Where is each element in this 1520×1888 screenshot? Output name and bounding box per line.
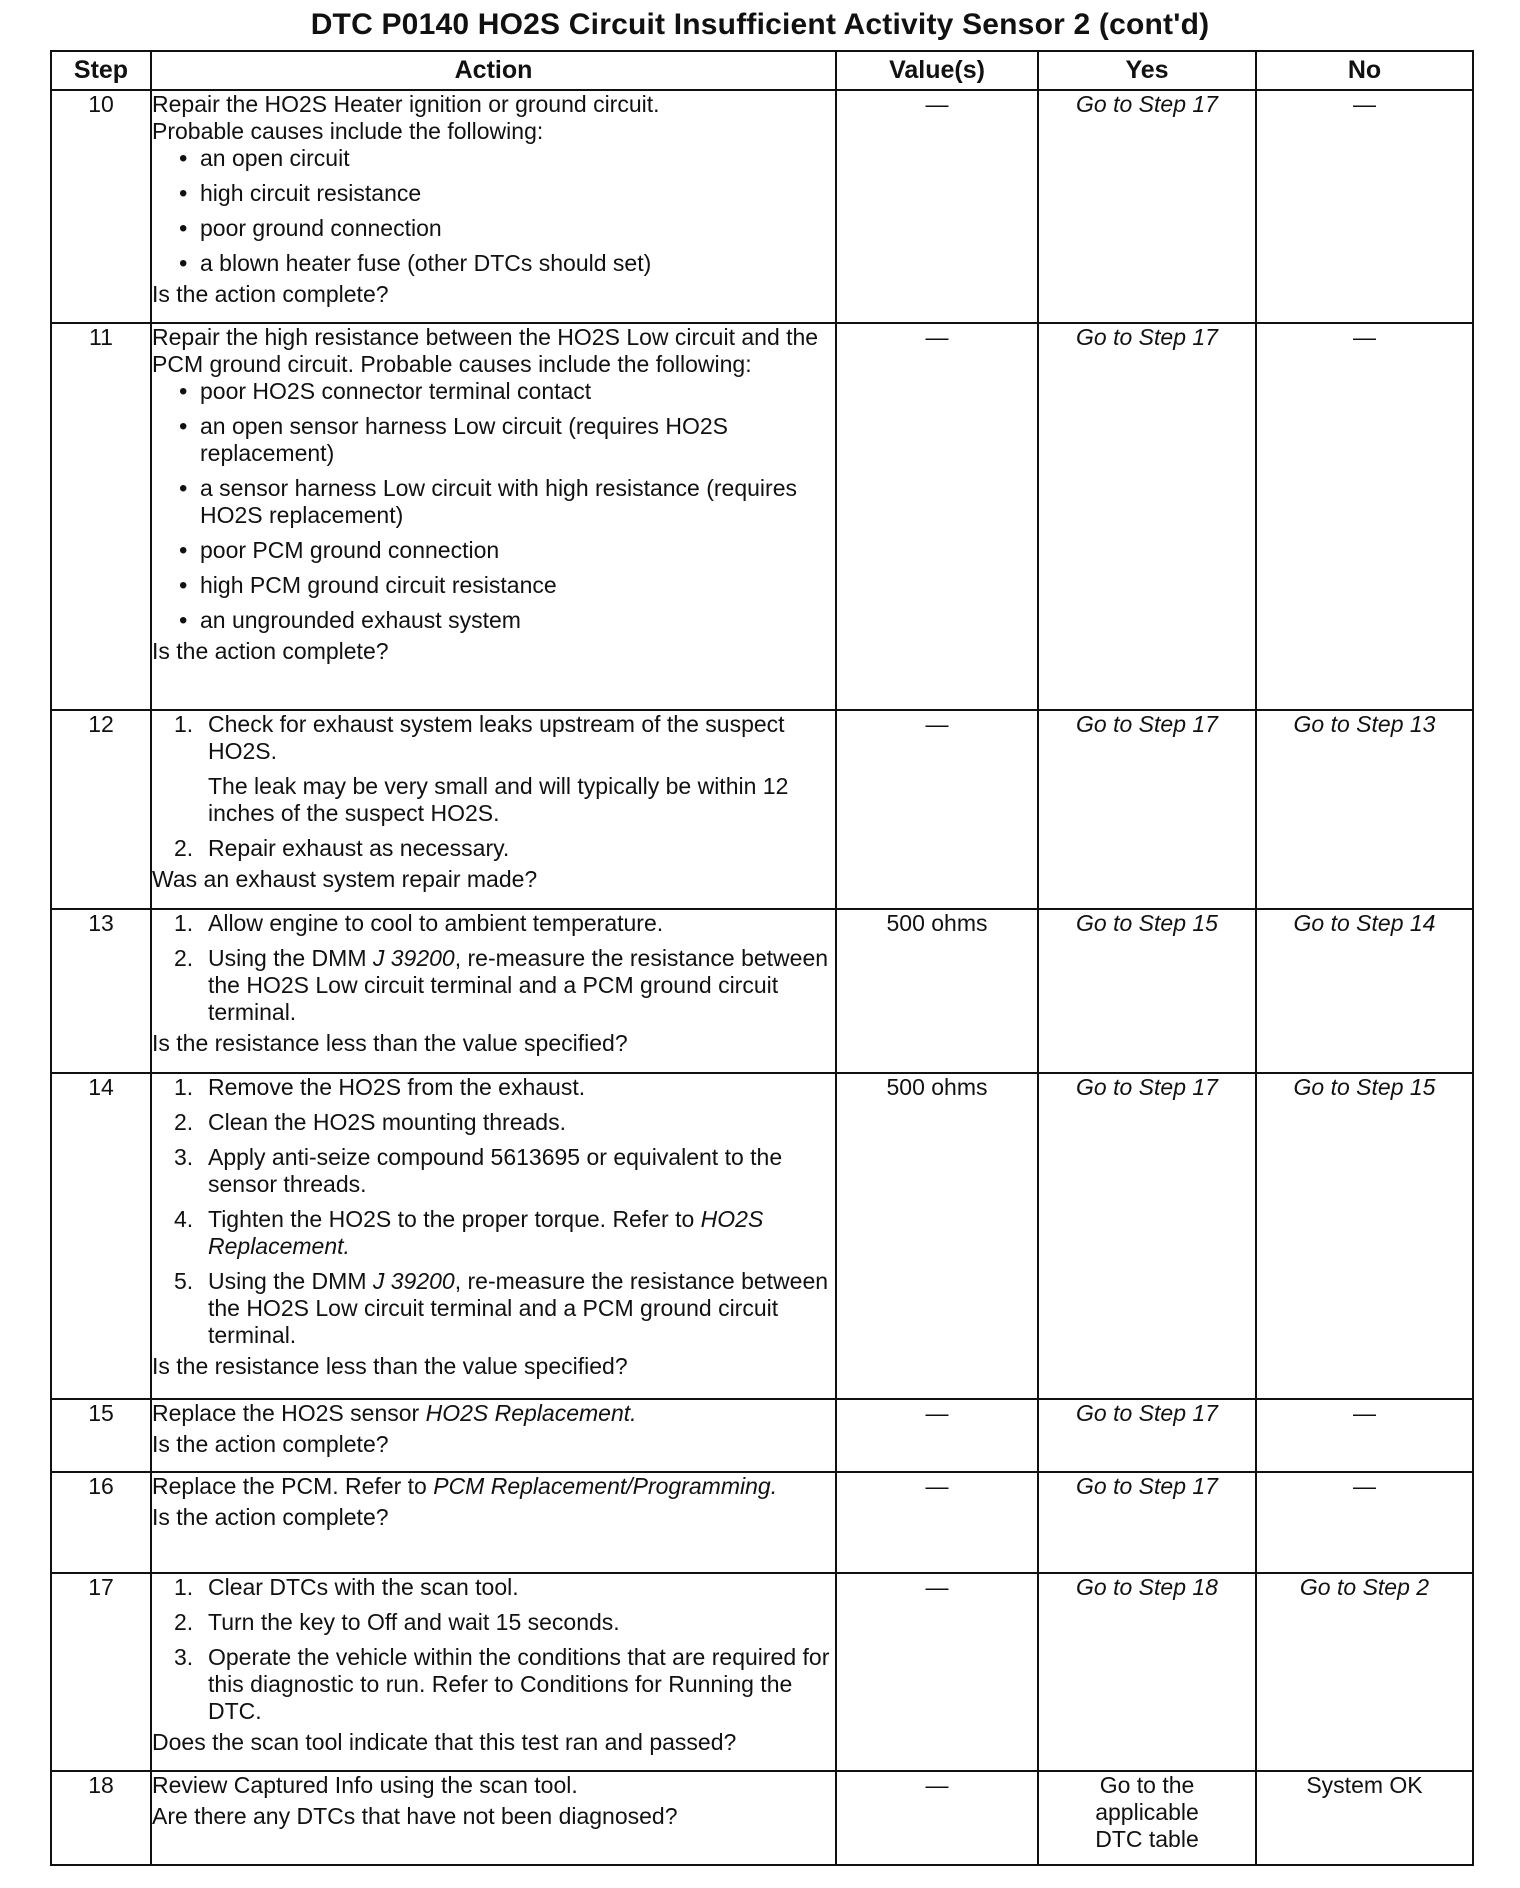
numbered-item: 1. Check for exhaust system leaks upstream of the suspect HO2S. The leak may be very small and will typically be within 12 inches of the suspect HO2S. bbox=[152, 711, 835, 827]
header-action: Action bbox=[151, 51, 836, 90]
yes-cell: Go to Step 17 bbox=[1038, 1472, 1256, 1573]
header-values: Value(s) bbox=[836, 51, 1038, 90]
value-cell: — bbox=[836, 90, 1038, 323]
value-cell: 500 ohms bbox=[836, 1073, 1038, 1399]
numbered-item: 2. Repair exhaust as necessary. bbox=[174, 835, 510, 861]
numbered-item: 2. Turn the key to Off and wait 15 seconds. bbox=[174, 1609, 620, 1635]
yes-cell: Go to Step 17 bbox=[1038, 90, 1256, 323]
yes-cell: Go to Step 17 bbox=[1038, 1399, 1256, 1472]
action-question: Was an exhaust system repair made? bbox=[152, 866, 538, 892]
header-step: Step bbox=[51, 51, 151, 90]
action-question: Is the action complete? bbox=[152, 1504, 389, 1530]
table-row-step-17 bbox=[51, 1573, 1473, 1771]
action-text: Probable causes include the following: bbox=[152, 118, 544, 144]
table-header-row bbox=[51, 51, 1473, 90]
no-cell: Go to Step 14 bbox=[1256, 909, 1473, 1073]
tool-reference: J 39200 bbox=[372, 1268, 455, 1294]
bullet-item: • poor HO2S connector terminal contact bbox=[152, 378, 835, 405]
action-question: Are there any DTCs that have not been diagnosed? bbox=[152, 1803, 678, 1829]
action-question: Is the action complete? bbox=[152, 638, 389, 664]
yes-cell: Go to Step 17 bbox=[1038, 1073, 1256, 1399]
table-row-step-13 bbox=[51, 909, 1473, 1073]
no-cell: Go to Step 13 bbox=[1256, 710, 1473, 909]
step-number: 14 bbox=[51, 1073, 151, 1399]
yes-text: Go to the bbox=[1099, 1772, 1195, 1798]
value-cell: — bbox=[836, 1771, 1038, 1865]
numbered-item: 4. Tighten the HO2S to the proper torque. Refer to HO2S Replacement. bbox=[174, 1206, 764, 1259]
doc-reference: PCM Replacement/Programming. bbox=[433, 1473, 778, 1499]
bullet-item: • an ungrounded exhaust system bbox=[152, 607, 835, 634]
action-question: Is the action complete? bbox=[152, 1431, 389, 1457]
numbered-item: 2. Using the DMM J 39200, re-measure the resistance between the HO2S Low circuit terminal and a PCM ground circuit terminal. bbox=[174, 945, 829, 1025]
numbered-item: 3. Apply anti-seize compound 5613695 or equivalent to the sensor threads. bbox=[174, 1144, 783, 1197]
step-number: 12 bbox=[51, 710, 151, 909]
value-cell: 500 ohms bbox=[836, 909, 1038, 1073]
numbered-item: 1. Remove the HO2S from the exhaust. bbox=[174, 1074, 586, 1100]
table-row-step-12 bbox=[51, 710, 1473, 909]
bullet-item: • poor ground connection bbox=[152, 215, 835, 242]
step-number: 10 bbox=[51, 90, 151, 323]
yes-cell: Go to Step 15 bbox=[1038, 909, 1256, 1073]
action-note: The leak may be very small and will typically be within 12 inches of the suspect HO2S. bbox=[208, 773, 789, 826]
table-row-step-18 bbox=[51, 1771, 1473, 1865]
doc-reference: HO2S Replacement. bbox=[208, 1206, 764, 1259]
bullet-item: • an open sensor harness Low circuit (requires HO2S replacement) bbox=[152, 413, 835, 467]
value-cell: — bbox=[836, 1399, 1038, 1472]
action-text: Replace the PCM. Refer to PCM Replacement/Programming. bbox=[152, 1473, 778, 1499]
value-cell: — bbox=[836, 1472, 1038, 1573]
table-row-step-15 bbox=[51, 1399, 1473, 1472]
action-question: Is the resistance less than the value specified? bbox=[152, 1030, 628, 1056]
no-cell: — bbox=[1256, 1472, 1473, 1573]
action-cell bbox=[151, 90, 836, 323]
header-no: No bbox=[1256, 51, 1473, 90]
bullet-item: • high circuit resistance bbox=[152, 180, 835, 207]
numbered-item: 1. Clear DTCs with the scan tool. bbox=[174, 1574, 519, 1600]
yes-text: applicable bbox=[1095, 1799, 1199, 1825]
action-question: Is the resistance less than the value specified? bbox=[152, 1353, 628, 1379]
action-question: Is the action complete? bbox=[152, 281, 389, 307]
yes-cell bbox=[1038, 1771, 1256, 1865]
value-cell: — bbox=[836, 710, 1038, 909]
value-cell: — bbox=[836, 1573, 1038, 1771]
yes-cell: Go to Step 17 bbox=[1038, 323, 1256, 710]
yes-cell: Go to Step 17 bbox=[1038, 710, 1256, 909]
table-row-step-11 bbox=[51, 323, 1473, 710]
bullet-item: • high PCM ground circuit resistance bbox=[152, 572, 835, 599]
numbered-item: 5. Using the DMM J 39200, re-measure the resistance between the HO2S Low circuit terminal and a PCM ground circuit terminal. bbox=[174, 1268, 829, 1348]
action-cell bbox=[151, 1472, 836, 1573]
header-yes: Yes bbox=[1038, 51, 1256, 90]
action-cell bbox=[151, 1399, 836, 1472]
step-number: 17 bbox=[51, 1573, 151, 1771]
page-title: DTC P0140 HO2S Circuit Insufficient Activity Sensor 2 (cont'd) bbox=[310, 8, 1210, 41]
no-cell: Go to Step 2 bbox=[1256, 1573, 1473, 1771]
tool-reference: J 39200 bbox=[372, 945, 455, 971]
bullet-item: • a blown heater fuse (other DTCs should set) bbox=[152, 250, 835, 277]
table-row-step-10 bbox=[51, 90, 1473, 323]
yes-cell: Go to Step 18 bbox=[1038, 1573, 1256, 1771]
doc-reference: HO2S Replacement. bbox=[425, 1400, 637, 1426]
bullet-item: • a sensor harness Low circuit with high resistance (requires HO2S replacement) bbox=[152, 475, 835, 529]
action-cell bbox=[151, 323, 836, 710]
step-number: 13 bbox=[51, 909, 151, 1073]
numbered-item: 1. Allow engine to cool to ambient temperature. bbox=[174, 910, 664, 936]
action-cell bbox=[151, 1073, 836, 1399]
action-text: Repair the HO2S Heater ignition or ground circuit. bbox=[152, 91, 660, 117]
numbered-item: 3. Operate the vehicle within the conditions that are required for this diagnostic to run. Refer to Conditions for Running the DTC. bbox=[174, 1644, 830, 1724]
action-text: Replace the HO2S sensor HO2S Replacement. bbox=[152, 1400, 637, 1426]
action-question: Does the scan tool indicate that this test ran and passed? bbox=[152, 1729, 737, 1755]
no-cell: System OK bbox=[1256, 1771, 1473, 1865]
no-cell: — bbox=[1256, 90, 1473, 323]
table-row-step-16 bbox=[51, 1472, 1473, 1573]
bullet-item: • poor PCM ground connection bbox=[152, 537, 835, 564]
action-text: Repair the high resistance between the HO2S Low circuit and the PCM ground circuit. Probable causes include the following: bbox=[152, 324, 819, 377]
action-cell bbox=[151, 909, 836, 1073]
action-cell bbox=[151, 1771, 836, 1865]
bullet-item: • an open circuit bbox=[152, 145, 835, 172]
table-row-step-14 bbox=[51, 1073, 1473, 1399]
step-number: 18 bbox=[51, 1771, 151, 1865]
step-number: 16 bbox=[51, 1472, 151, 1573]
no-cell: Go to Step 15 bbox=[1256, 1073, 1473, 1399]
no-cell: — bbox=[1256, 1399, 1473, 1472]
action-text: Review Captured Info using the scan tool. bbox=[152, 1772, 578, 1798]
action-cell bbox=[151, 710, 836, 909]
step-number: 11 bbox=[51, 323, 151, 710]
diagnostic-table bbox=[50, 50, 1474, 1866]
action-cell bbox=[151, 1573, 836, 1771]
numbered-item: 2. Clean the HO2S mounting threads. bbox=[174, 1109, 566, 1135]
value-cell: — bbox=[836, 323, 1038, 710]
step-number: 15 bbox=[51, 1399, 151, 1472]
yes-text: DTC table bbox=[1095, 1826, 1199, 1852]
no-cell: — bbox=[1256, 323, 1473, 710]
